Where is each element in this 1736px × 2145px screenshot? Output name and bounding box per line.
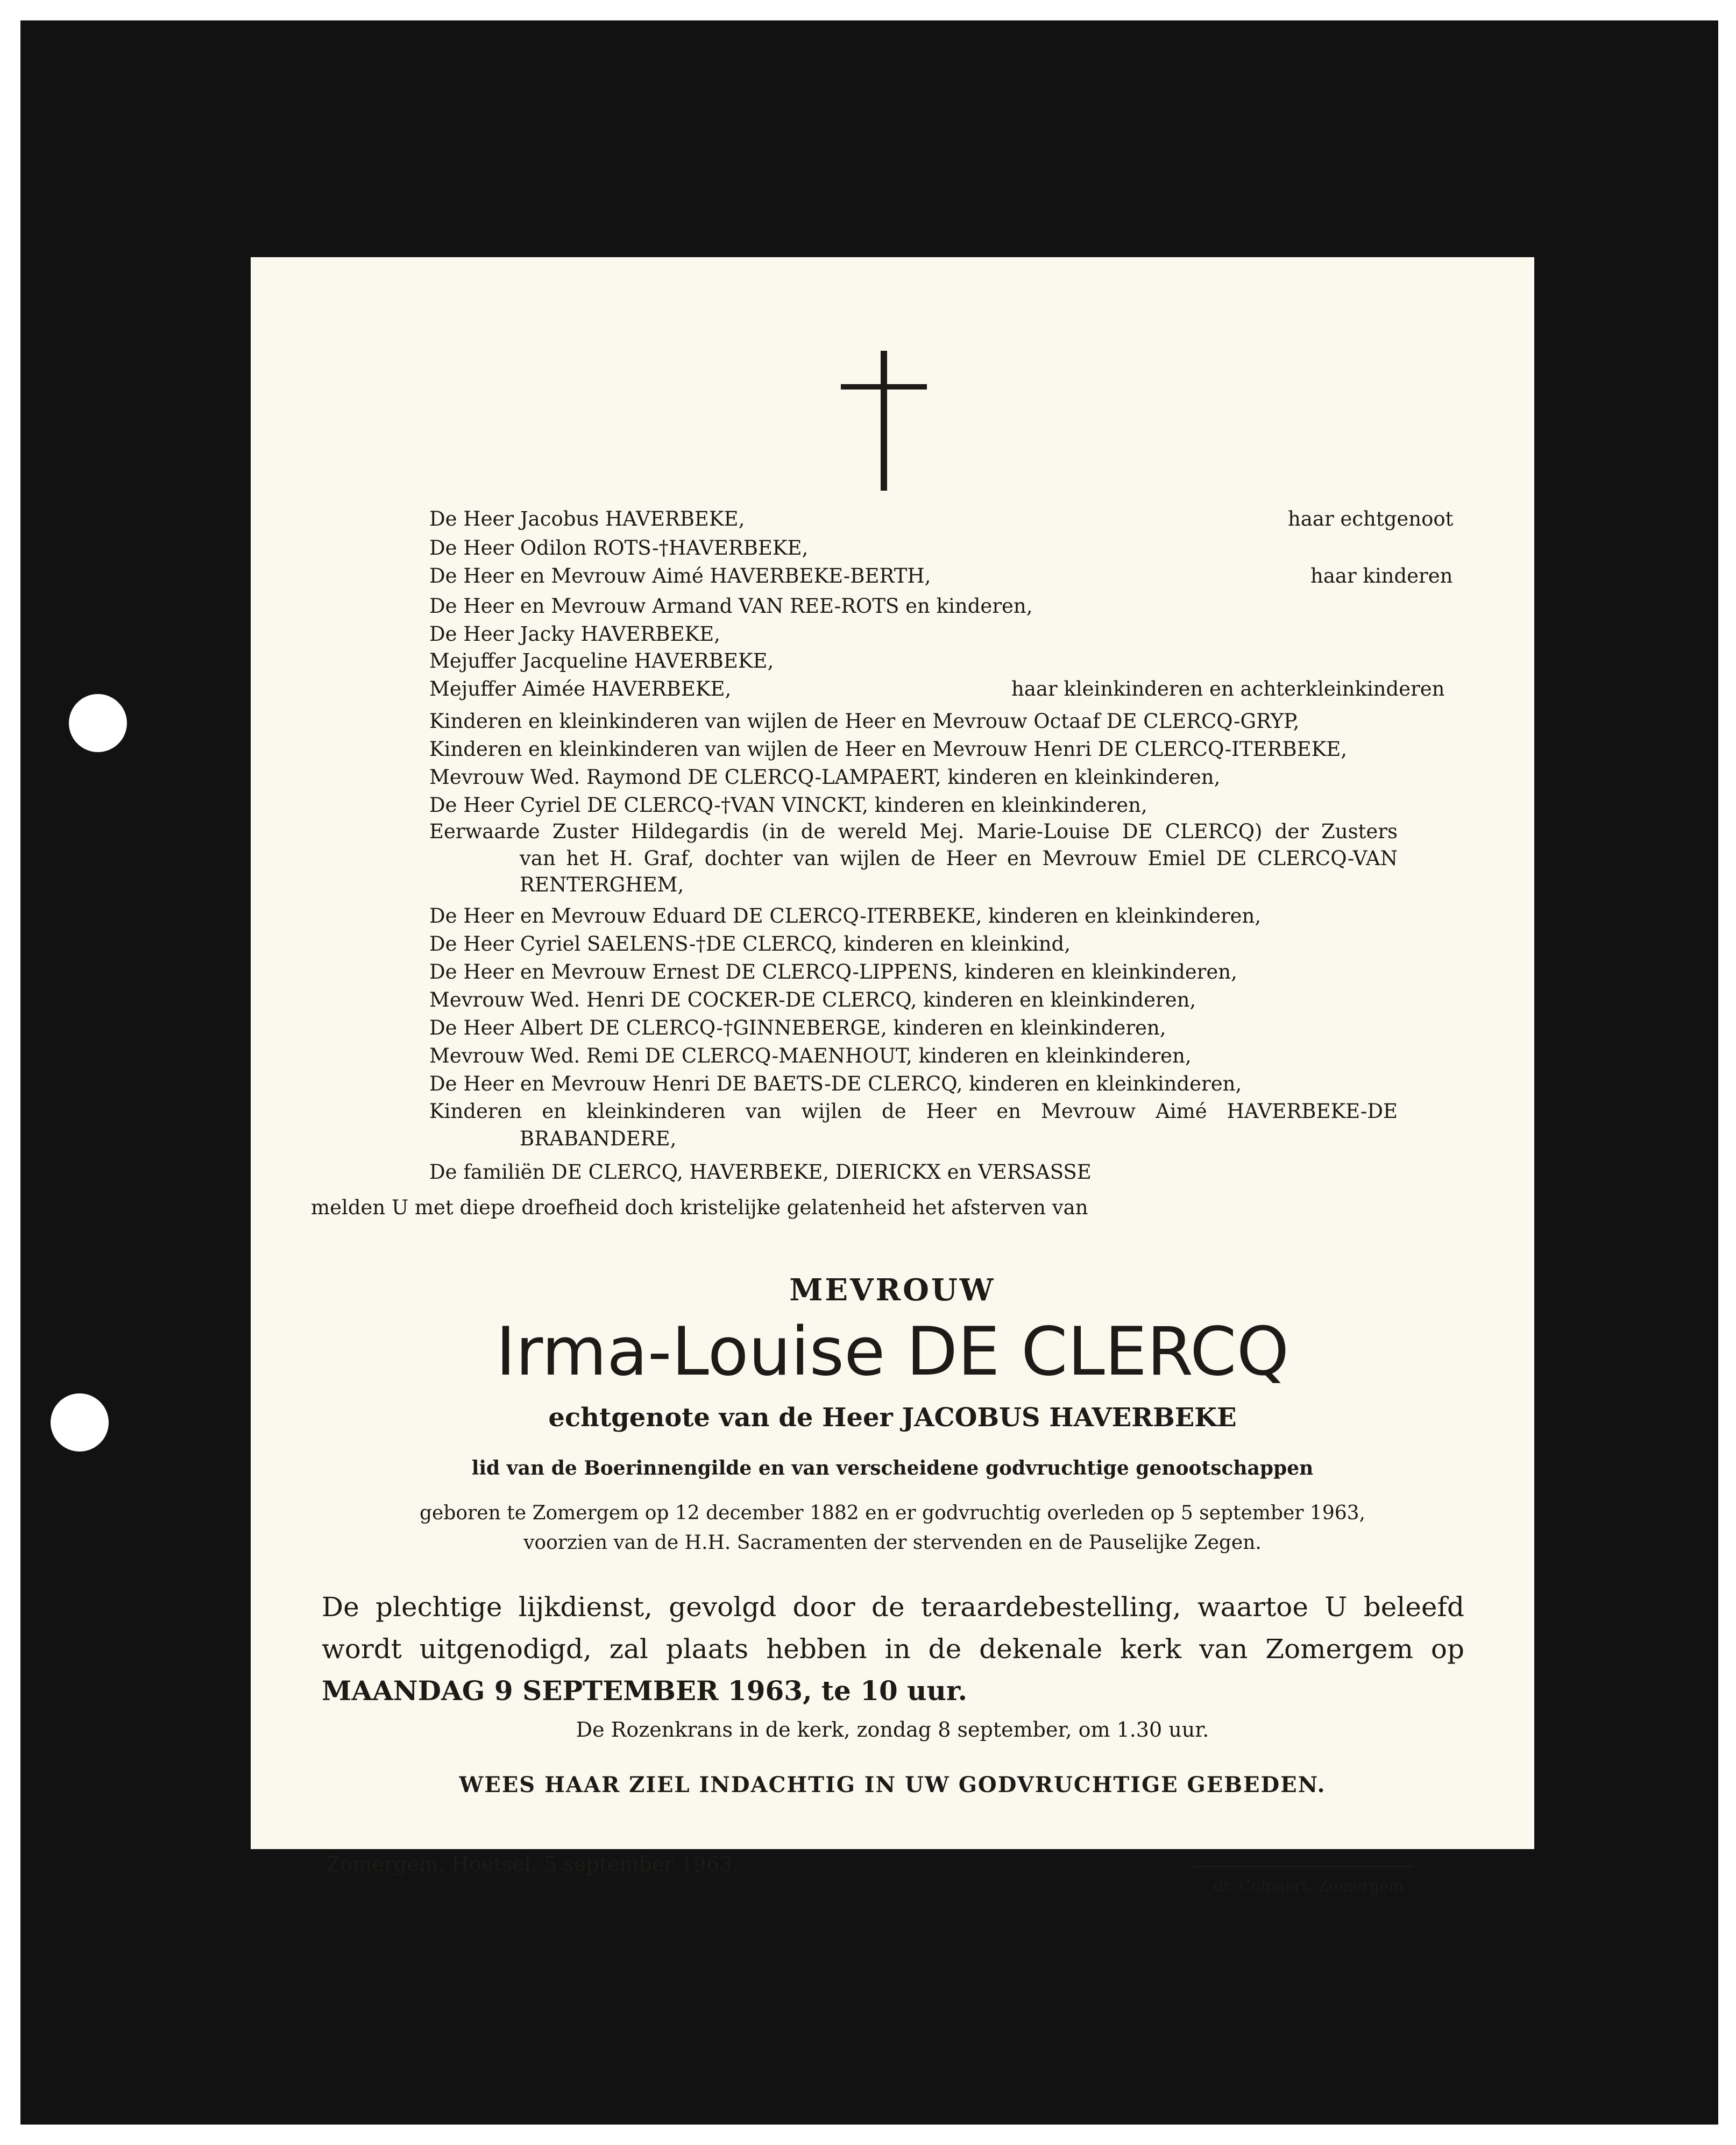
service-paragraph: [322, 1586, 1464, 1712]
header-line-0: De Heer Jacobus HAVERBEKE,: [429, 507, 745, 530]
black-mounting-board: [20, 20, 1718, 2125]
born-line: geboren te Zomergem op 12 december 1882 en er godvruchtig overleden op 5 september 1963,: [420, 1502, 1365, 1524]
header-line-5: Mejuffer Jacqueline HAVERBEKE,: [429, 649, 774, 672]
mourning-card: [251, 257, 1534, 1895]
haverbeke-line-2: BRABANDERE,: [520, 1127, 677, 1150]
header-relation-2: haar kinderen: [1310, 564, 1453, 587]
family2-line-6: De Heer en Mevrouw Henri DE BAETS-DE CLERCQ, kinderen en kleinkinderen,: [429, 1072, 1242, 1095]
family2-line-4: De Heer Albert DE CLERCQ-†GINNEBERGE, kinderen en kleinkinderen,: [429, 1016, 1166, 1039]
service-text: De plechtige lijkdienst, gevolgd door de teraardebestelling, waartoe U beleefd wordt uitgenodigd, zal plaats hebben in de dekenale kerk van Zomergem op: [322, 1591, 1464, 1665]
family-line-1: Kinderen en kleinkinderen van wijlen de Heer en Mevrouw Henri DE CLERCQ-ITERBEKE,: [429, 738, 1348, 761]
punch-hole-bottom: [51, 1393, 109, 1452]
sister-line-2: van het H. Graf, dochter van wijlen de Heer en Mevrouw Emiel DE CLERCQ-VAN: [520, 847, 1398, 870]
header-relation-6: haar kleinkinderen en achterkleinkinderen: [1011, 677, 1445, 700]
sacraments-line: voorzien van de H.H. Sacramenten der stervenden en de Pauselijke Zegen.: [523, 1532, 1262, 1554]
service-date: MAANDAG 9 SEPTEMBER 1963, te 10 uur.: [322, 1675, 968, 1707]
cross-icon: [841, 351, 927, 491]
family2-line-3: Mevrouw Wed. Henri DE COCKER-DE CLERCQ, kinderen en kleinkinderen,: [429, 988, 1196, 1011]
header-line-1: De Heer Odilon ROTS-†HAVERBEKE,: [429, 536, 809, 560]
announce-line: melden U met diepe droefheid doch kristelijke gelatenheid het afsterven van: [311, 1196, 1088, 1219]
printer-credit: dr. Colpaert, Zomergem: [1214, 1877, 1404, 1895]
place-date: Zomergem, Hoetsel, 5 september 1963.: [326, 1852, 739, 1876]
family2-line-2: De Heer en Mevrouw Ernest DE CLERCQ-LIPPENS, kinderen en kleinkinderen,: [429, 960, 1237, 983]
header-line-3: De Heer en Mevrouw Armand VAN REE-ROTS en kinderen,: [429, 594, 1033, 618]
printer-rule: [1193, 1866, 1414, 1867]
header-line-4: De Heer Jacky HAVERBEKE,: [429, 622, 720, 646]
spouse-line: echtgenote van de Heer JACOBUS HAVERBEKE: [548, 1403, 1237, 1433]
family-line-3: De Heer Cyriel DE CLERCQ-†VAN VINCKT, kinderen en kleinkinderen,: [429, 794, 1147, 817]
family-line-0: Kinderen en kleinkinderen van wijlen de Heer en Mevrouw Octaaf DE CLERCQ-GRYP,: [429, 710, 1300, 733]
family2-line-5: Mevrouw Wed. Remi DE CLERCQ-MAENHOUT, kinderen en kleinkinderen,: [429, 1044, 1192, 1067]
header-line-2: De Heer en Mevrouw Aimé HAVERBEKE-BERTH,: [429, 564, 931, 587]
family-line-2: Mevrouw Wed. Raymond DE CLERCQ-LAMPAERT, kinderen en kleinkinderen,: [429, 766, 1221, 789]
haverbeke-line-1: Kinderen en kleinkinderen van wijlen de Heer en Mevrouw Aimé HAVERBEKE-DE: [429, 1100, 1398, 1123]
families-line: De familiën DE CLERCQ, HAVERBEKE, DIERICKX en VERSASSE: [429, 1160, 1092, 1184]
deceased-name: Irma-Louise DE CLERCQ: [495, 1313, 1289, 1391]
title-mevrouw: MEVROUW: [789, 1272, 996, 1308]
sister-line-3: RENTERGHEM,: [520, 873, 684, 896]
sister-line-1: Eerwaarde Zuster Hildegardis (in de wereld Mej. Marie-Louise DE CLERCQ) der Zusters: [429, 820, 1398, 843]
family2-line-1: De Heer Cyriel SAELENS-†DE CLERCQ, kinderen en kleinkind,: [429, 932, 1071, 955]
header-line-6: Mejuffer Aimée HAVERBEKE,: [429, 677, 732, 700]
member-line: lid van de Boerinnengilde en van verscheidene godvruchtige genootschappen: [471, 1457, 1314, 1479]
family2-line-0: De Heer en Mevrouw Eduard DE CLERCQ-ITERBEKE, kinderen en kleinkinderen,: [429, 904, 1262, 928]
rosary-line: De Rozenkrans in de kerk, zondag 8 september, om 1.30 uur.: [576, 1718, 1209, 1742]
punch-hole-top: [69, 694, 127, 752]
header-relation-0: haar echtgenoot: [1288, 507, 1454, 530]
prayer-line: WEES HAAR ZIEL INDACHTIG IN UW GODVRUCHTIGE GEBEDEN.: [459, 1772, 1326, 1797]
